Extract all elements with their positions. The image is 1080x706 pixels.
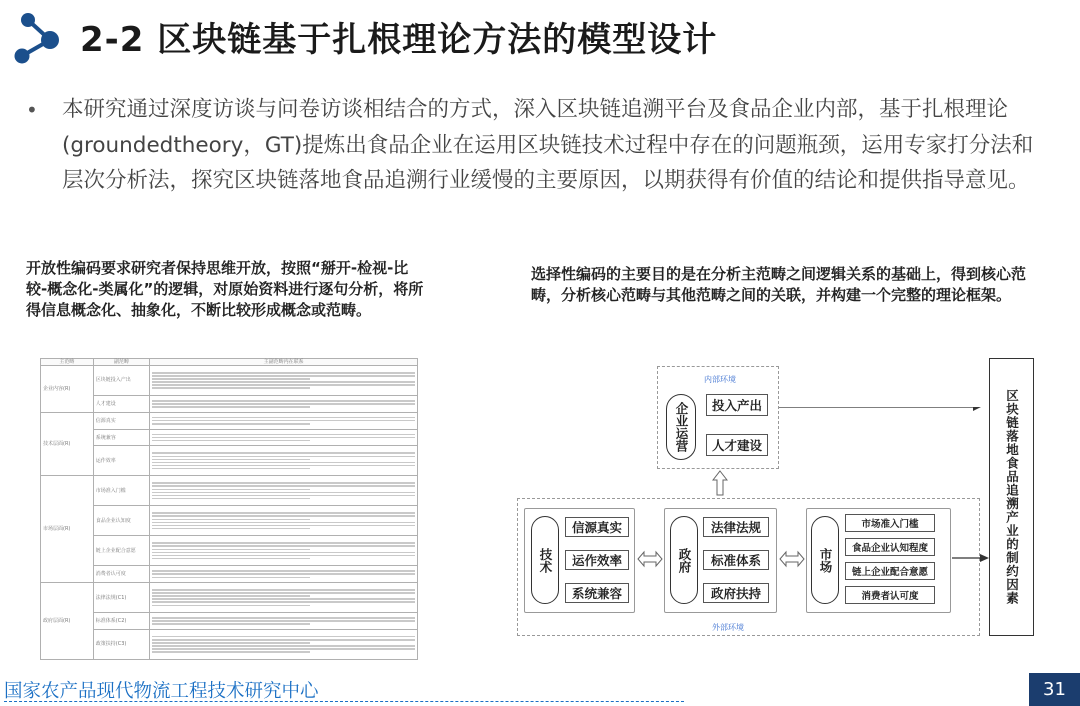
bullet-marker: • — [26, 98, 38, 122]
tech-item: 信源真实 — [565, 517, 629, 537]
government-item: 法律法规 — [703, 517, 769, 537]
table-sub-category: 人才建设 — [93, 395, 150, 412]
table-sub-category: 市场准入门槛 — [93, 476, 150, 506]
table-description-cell — [150, 583, 418, 613]
coding-table — [40, 358, 418, 660]
table-row — [41, 566, 418, 583]
table-description-cell — [150, 536, 418, 566]
open-coding-text: 开放性编码要求研究者保持思维开放，按照“掰开-检视-比较-概念化-类属化”的逻辑，对原始资料进行逐句分析，将所得信息概念化、抽象化，不断比较形成概念或范畴。 — [26, 259, 424, 319]
up-arrow-icon — [712, 470, 728, 496]
table-sub-category: 运作效率 — [93, 446, 150, 476]
government-node: 政府 — [670, 516, 698, 604]
table-main-category: 市场层面(R) — [41, 476, 94, 583]
table-sub-category: 法律法规(C1) — [93, 583, 150, 613]
table-sub-category: 标准体系(C2) — [93, 613, 150, 630]
network-nodes-icon — [8, 8, 68, 68]
table-row — [41, 446, 418, 476]
table-header: 副范畴 — [93, 359, 150, 366]
table-description-cell — [150, 412, 418, 429]
table-row — [41, 629, 418, 659]
double-arrow-icon — [637, 550, 663, 568]
table-header: 主副范畴内在联系 — [150, 359, 418, 366]
table-sub-category: 消费者认可度 — [93, 566, 150, 583]
market-item: 食品企业认知程度 — [845, 538, 935, 556]
enterprise-item: 人才建设 — [706, 434, 768, 456]
tech-node: 技术 — [531, 516, 559, 604]
table-row — [41, 429, 418, 446]
table-row — [41, 366, 418, 396]
market-item: 市场准入门槛 — [845, 514, 935, 532]
table-description-cell — [150, 429, 418, 446]
table-description-cell — [150, 476, 418, 506]
table-row — [41, 395, 418, 412]
table-sub-category: 系统兼容 — [93, 429, 150, 446]
table-main-category: 企业内容(R) — [41, 366, 94, 413]
market-item: 消费者认可度 — [845, 586, 935, 604]
table-sub-category: 信源真实 — [93, 412, 150, 429]
result-box: 区块链落地食品追溯产业的制约因素 — [989, 358, 1034, 636]
table-header: 主范畴 — [41, 359, 94, 366]
footer-organization: 国家农产品现代物流工程技术研究中心 — [4, 681, 319, 702]
table-sub-category: 区块链投入产出 — [93, 366, 150, 396]
enterprise-item: 投入产出 — [706, 394, 768, 416]
tech-item: 运作效率 — [565, 550, 629, 570]
table-row — [41, 506, 418, 536]
outer-environment-label: 外部环境 — [712, 623, 744, 632]
table-description-cell — [150, 446, 418, 476]
tech-item: 系统兼容 — [565, 583, 629, 603]
table-row — [41, 412, 418, 429]
page-title: 2-2 区块链基于扎根理论方法的模型设计 — [80, 20, 718, 60]
table-main-category: 政府层面(R) — [41, 583, 94, 660]
page-number: 31 — [1029, 673, 1080, 706]
market-item: 链上企业配合意愿 — [845, 562, 935, 580]
table-main-category: 技术层面(R) — [41, 412, 94, 476]
footer-divider — [4, 701, 684, 702]
table-description-cell — [150, 613, 418, 630]
table-row — [41, 613, 418, 630]
government-item: 政府扶持 — [703, 583, 769, 603]
enterprise-node: 企业运营 — [666, 394, 696, 460]
table-description-cell — [150, 395, 418, 412]
theory-framework-diagram — [514, 352, 989, 642]
table-row — [41, 536, 418, 566]
table-description-cell — [150, 366, 418, 396]
table-description-cell — [150, 506, 418, 536]
table-description-cell — [150, 566, 418, 583]
table-row — [41, 583, 418, 613]
table-sub-category: 政策扶持(C3) — [93, 629, 150, 659]
table-row — [41, 476, 418, 506]
government-item: 标准体系 — [703, 550, 769, 570]
market-node: 市场 — [811, 516, 839, 604]
intro-paragraph: 本研究通过深度访谈与问卷访谈相结合的方式，深入区块链追溯平台及食品企业内部，基于扎根理论(groundedtheory，GT)提炼出食品企业在运用区块链技术过程中存在的问题瓶颈，运用专家打分法和层次分析法，探究区块链落地食品追溯行业缓慢的主要原因，以期获得有价值的结论和提供指导意见。 — [62, 97, 1034, 193]
table-sub-category: 食品企业认知度 — [93, 506, 150, 536]
inner-environment-label: 内部环境 — [704, 375, 736, 384]
connector-arrows — [779, 407, 991, 572]
table-sub-category: 链上企业配合意愿 — [93, 536, 150, 566]
selective-coding-text: 选择性编码的主要目的是在分析主范畴之间逻辑关系的基础上，得到核心范畴，分析核心范畴与其他范畴之间的关联，并构建一个完整的理论框架。 — [531, 265, 1027, 304]
table-description-cell — [150, 629, 418, 659]
